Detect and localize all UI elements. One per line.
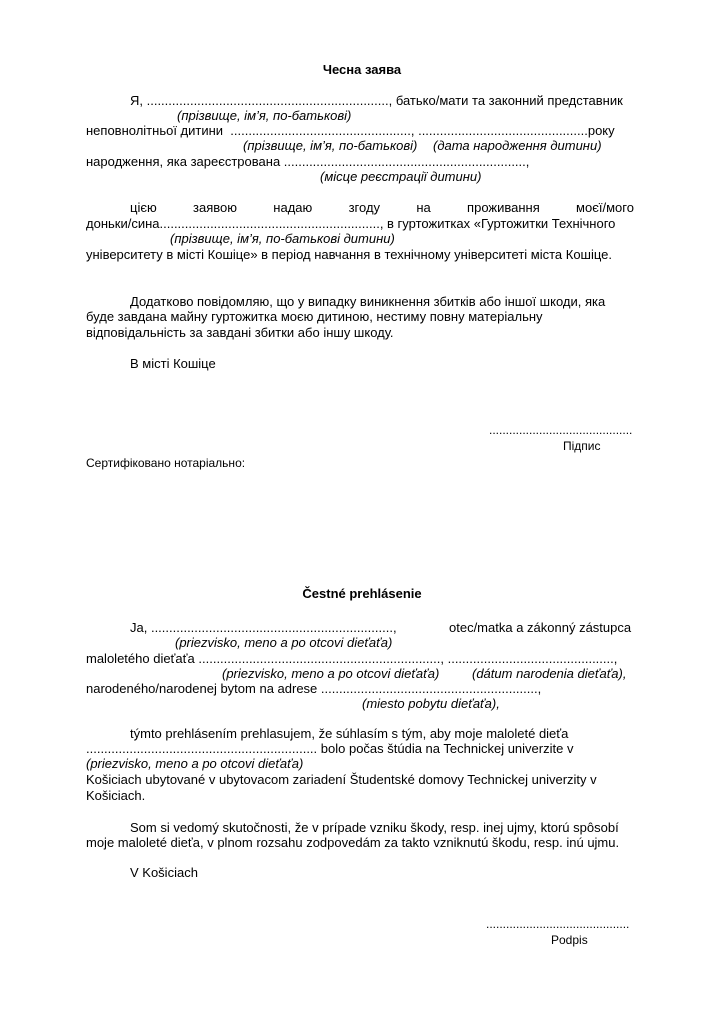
sk-hint-birth-date: (dátum narodenia dieťaťa), bbox=[472, 666, 627, 681]
uk-line-3: народження, яка зареєстрована ..................................................................., bbox=[86, 154, 530, 169]
uk-consent-word: згоду bbox=[348, 200, 381, 215]
uk-notary-note: Сертифіковано нотаріально: bbox=[86, 456, 246, 470]
uk-hint-child-full-name: (прізвище, ім’я, по-батькові дитини) bbox=[170, 231, 395, 246]
uk-line-1: Я, ..................................................................., батько/мати та законний представник bbox=[130, 93, 623, 108]
uk-hint-registration: (місце реєстрації дитини) bbox=[320, 169, 482, 184]
sk-city: V Košiciach bbox=[130, 865, 198, 880]
sk-liability-line-2: moje maloleté dieťa, v plnom rozsahu zodpovedám za takto vzniknutú škodu, resp. inú ujmu. bbox=[86, 835, 620, 850]
uk-consent-word: моєї/мого bbox=[576, 200, 634, 215]
uk-consent-word: цією bbox=[130, 200, 157, 215]
sk-consent-line-2: ................................................................ bolo počas štúdia na Technickej univerzite v bbox=[86, 741, 574, 756]
sk-consent-line-1: týmto prehlásením prehlasujem, že súhlasím s tým, aby moje maloleté dieťa bbox=[130, 726, 569, 741]
sk-liability-line-1: Som si vedomý skutočnosti, že v prípade vzniku škody, resp. inej ujmy, ktorú spôsobí bbox=[130, 820, 619, 835]
sk-line-3: narodeného/narodenej bytom na adrese ............................................................, bbox=[86, 681, 542, 696]
sk-hint-residence: (miesto pobytu dieťaťa), bbox=[362, 696, 500, 711]
uk-city: В місті Кошіце bbox=[130, 356, 216, 371]
uk-line-2: неповнолітньої дитини .................................................., ...............................................року bbox=[86, 123, 615, 138]
uk-consent-line-3: університету в місті Кошіце» в період навчання в технічному університеті міста Кошіце. bbox=[86, 247, 613, 262]
uk-liability-line-1: Додатково повідомляю, що у випадку виникнення збитків або іншої шкоди, яка bbox=[130, 294, 606, 309]
sk-line-1: Ja, ..................................................................., bbox=[130, 620, 397, 635]
uk-consent-line-1 bbox=[130, 200, 634, 215]
sk-title: Čestné prehlásenie bbox=[302, 586, 422, 601]
uk-title: Чесна заява bbox=[322, 62, 402, 77]
sk-hint-parent-name: (priezvisko, meno a po otcovi dieťaťa) bbox=[175, 635, 393, 650]
sk-consent-line-4: Košiciach. bbox=[86, 788, 146, 803]
sk-line-2: maloletého dieťaťa ..................................................................., .............................................., bbox=[86, 651, 618, 666]
sk-hint-child-full-name: (priezvisko, meno a po otcovi dieťaťa) bbox=[86, 756, 304, 771]
uk-consent-word: проживання bbox=[467, 200, 540, 215]
uk-consent-line-2: доньки/сина............................................................., в гуртожитках «Гуртожитки Технічного bbox=[86, 216, 616, 231]
uk-hint-birth-date: (дата народження дитини) bbox=[433, 138, 602, 153]
sk-line-1-role: otec/matka a zákonný zástupca bbox=[449, 620, 632, 635]
sk-hint-child-name: (priezvisko, meno a po otcovi dieťaťa) bbox=[222, 666, 440, 681]
sk-signature-line: ........................................... bbox=[486, 917, 630, 931]
uk-hint-child-name: (прізвище, ім’я, по-батькові) bbox=[243, 138, 418, 153]
uk-consent-word: на bbox=[416, 200, 431, 215]
uk-hint-parent-name: (прізвище, ім’я, по-батькові) bbox=[177, 108, 352, 123]
sk-signature-label: Podpis bbox=[551, 933, 588, 947]
sk-consent-line-3: Košiciach ubytované v ubytovacom zariadení Študentské domovy Technickej univerzity v bbox=[86, 772, 597, 787]
uk-liability-line-3: відповідальність за завдані збитки або іншу шкоду. bbox=[86, 325, 394, 340]
uk-signature-line: ........................................... bbox=[489, 423, 633, 437]
uk-liability-line-2: буде завдана майну гуртожитка моєю дитиною, нестиму повну матеріальну bbox=[86, 309, 543, 324]
uk-consent-word: заявою bbox=[193, 200, 237, 215]
uk-consent-word: надаю bbox=[273, 200, 313, 215]
uk-signature-label: Підпис bbox=[563, 439, 601, 453]
